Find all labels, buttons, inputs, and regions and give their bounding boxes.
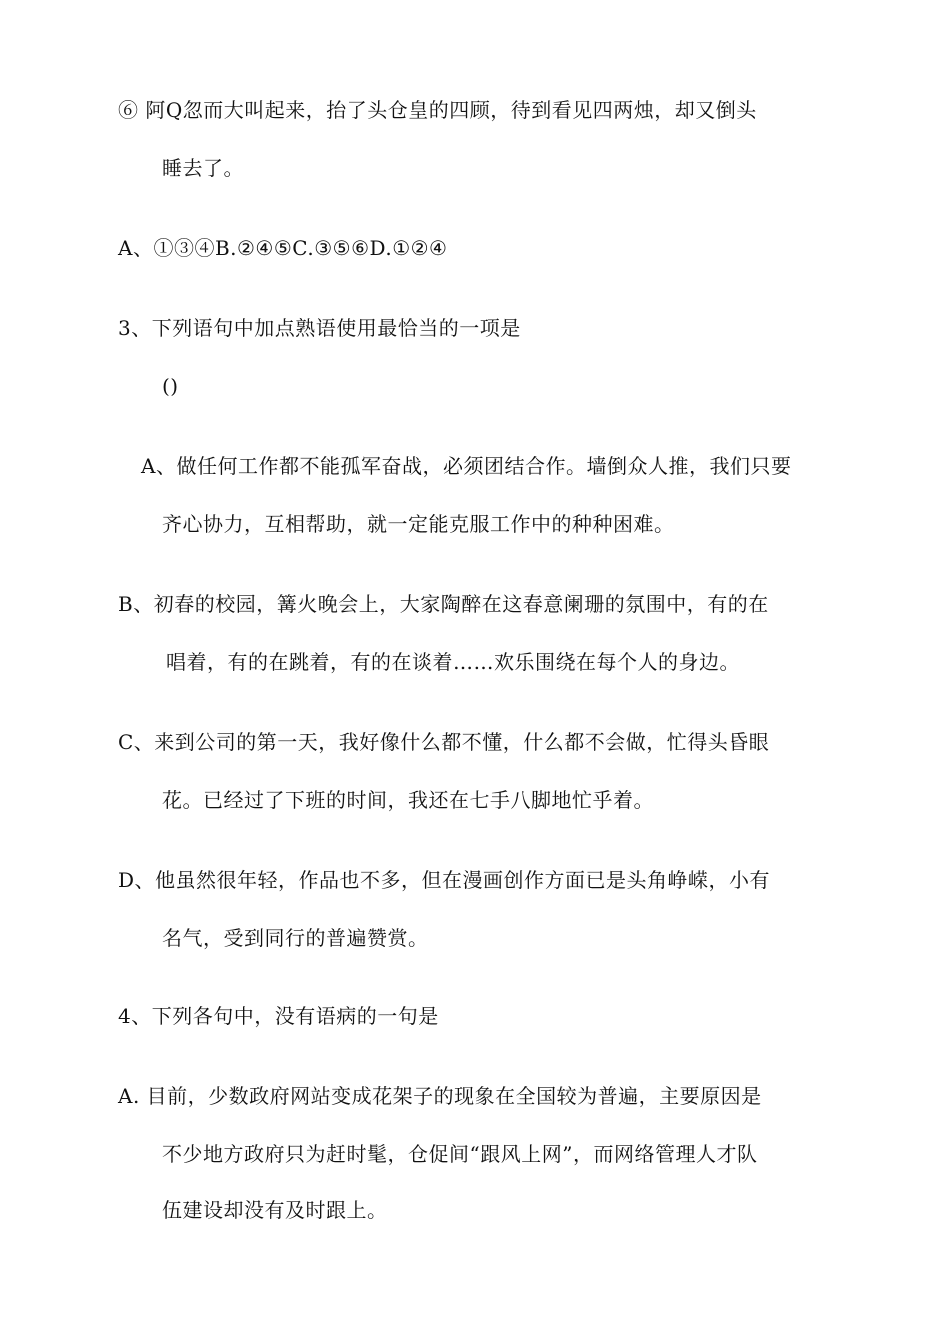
q3-option-a-line2: 齐心协力，互相帮助，就一定能克服工作中的种种困难。 bbox=[162, 512, 675, 536]
q3-stem: 3、下列语句中加点熟语使用最恰当的一项是 bbox=[118, 316, 521, 340]
q4-option-a-line1: A. 目前，少数政府网站变成花架子的现象在全国较为普遍，主要原因是 bbox=[118, 1084, 762, 1108]
q3-option-b-line1: B、初春的校园，篝火晚会上，大家陶醉在这春意阑珊的氛围中，有的在 bbox=[118, 592, 769, 616]
q4-stem: 4、下列各句中，没有语病的一句是 bbox=[118, 1004, 439, 1028]
q4-option-a-line2: 不少地方政府只为赶时髦，仓促间“跟风上网”，而网络管理人才队 bbox=[162, 1142, 758, 1166]
q3-option-c-line1: C、来到公司的第一天，我好像什么都不懂，什么都不会做，忙得头昏眼 bbox=[118, 730, 770, 754]
q2-item6-line1: ⑥ 阿Q忽而大叫起来，抬了头仓皇的四顾，待到看见四两烛，却又倒头 bbox=[118, 98, 757, 122]
q2-item6-line2: 睡去了。 bbox=[162, 156, 244, 180]
q4-option-a-line3: 伍建设却没有及时跟上。 bbox=[162, 1198, 388, 1222]
q3-option-d-line2: 名气，受到同行的普遍赞赏。 bbox=[162, 926, 429, 950]
q3-option-c-line2: 花。已经过了下班的时间，我还在七手八脚地忙乎着。 bbox=[162, 788, 654, 812]
q2-answer-options: A、①③④B.②④⑤C.③⑤⑥D.①②④ bbox=[118, 236, 448, 260]
q3-option-a-line1: A、做任何工作都不能孤军奋战，必须团结合作。墙倒众人推，我们只要 bbox=[141, 454, 792, 478]
q3-option-d-line1: D、他虽然很年轻，作品也不多，但在漫画创作方面已是头角峥嵘，小有 bbox=[118, 868, 771, 892]
q3-option-b-line2: 唱着，有的在跳着，有的在谈着……欢乐围绕在每个人的身边。 bbox=[166, 650, 740, 674]
q3-answer-paren: () bbox=[162, 374, 179, 398]
